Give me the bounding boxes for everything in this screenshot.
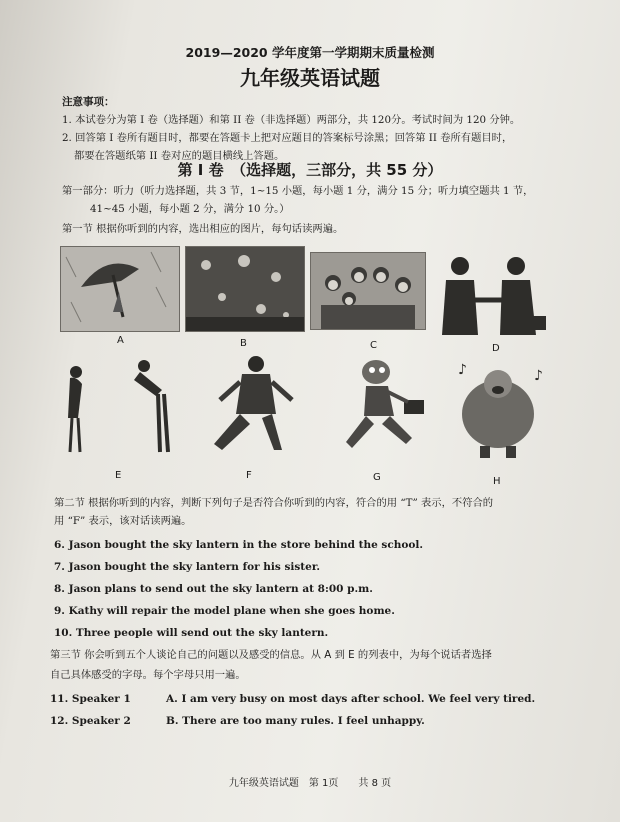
section2-instruction: 第二节 根据你听到的内容，判断下列句子是否符合你听到的内容，符合的用 “T” 表示，不符合的 — [54, 497, 494, 509]
page-title: 九年级英语试题 — [240, 66, 380, 90]
note-item-1: 1. 本试卷分为第 I 卷（选择题）和第 II 卷（非选择题）两部分，共 120分。考试时间为 120 分钟。 — [62, 114, 521, 126]
section2-instruction-cont: 用 “F” 表示，该对话读两遍。 — [54, 515, 192, 527]
notes-heading: 注意事项： — [62, 96, 115, 108]
picture-label-b: B — [240, 338, 247, 349]
svg-text:♪: ♪ — [534, 368, 543, 384]
note-item-2: 2. 回答第 I 卷所有题目时，都要在答题卡上把对应题目的答案标号涂黑；回答第 II 卷所有题目时， — [62, 132, 513, 144]
statement-10: 10. Three people will send out the sky lantern. — [54, 627, 329, 639]
kneeling-man-icon — [200, 352, 312, 460]
night-sky-icon — [185, 246, 305, 332]
option-a: A. I am very busy on most days after school. We feel very tired. — [166, 693, 536, 705]
picture-label-g: G — [373, 472, 381, 483]
statement-6: 6. Jason bought the sky lantern in the store behind the school. — [54, 539, 424, 551]
section3-instruction: 第三节 你会听到五个人谈论自己的问题以及感受的信息。从 A 到 E 的列表中，为每个说话者选择 — [50, 649, 492, 661]
picture-label-c: C — [370, 340, 377, 351]
picture-label-d: D — [492, 343, 500, 354]
section-intro-cont: 41~45 小题，每小题 2 分，满分 10 分。） — [90, 203, 290, 215]
bowing-people-icon — [60, 356, 176, 458]
picture-label-h: H — [493, 476, 501, 487]
note-item-2-cont: 都要在答题纸第 II 卷对应的题目横线上答题。 — [74, 150, 285, 162]
exam-line: 2019—2020 学年度第一学期期末质量检测 — [185, 45, 435, 60]
page-footer: 九年级英语试题 第 1页 共 8 页 — [228, 778, 392, 789]
statement-7: 7. Jason bought the sky lantern for his sister. — [54, 561, 321, 573]
speaker-2-label: 12. Speaker 2 — [50, 715, 131, 727]
statement-9: 9. Kathy will repair the model plane when she goes home. — [54, 605, 395, 617]
option-b: B. There are too many rules. I feel unhappy. — [166, 715, 425, 727]
singing-man-icon — [446, 356, 556, 462]
umbrella-storm-icon — [60, 246, 180, 332]
family-photo-icon — [310, 252, 426, 330]
speaker-1-label: 11. Speaker 1 — [50, 693, 131, 705]
picture-label-e: E — [115, 470, 122, 481]
picture-label-a: A — [117, 335, 124, 346]
handshake-icon — [432, 250, 548, 340]
section1-instruction: 第一节 根据你听到的内容，选出相应的图片，每句话读两遍。 — [62, 223, 344, 235]
section3-instruction-cont: 自己具体感受的字母。每个字母只用一遍。 — [50, 669, 246, 681]
svg-text:♪: ♪ — [458, 362, 467, 378]
statement-8: 8. Jason plans to send out the sky lantern at 8:00 p.m. — [54, 583, 373, 595]
picture-label-f: F — [246, 470, 252, 481]
section-intro: 第一部分：听力（听力选择题，共 3 节，1~15 小题，每小题 1 分，满分 15 分；听力填空题共 1 节， — [62, 185, 534, 197]
part-title: 第 I 卷 （选择题，三部分，共 55 分） — [177, 161, 443, 179]
running-man-icon — [332, 352, 434, 460]
